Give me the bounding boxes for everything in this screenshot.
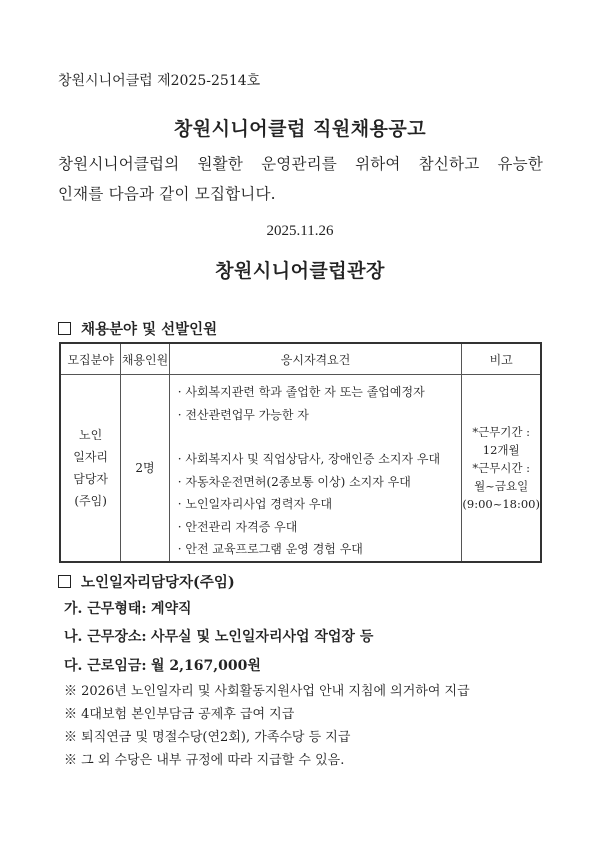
note-line: *근무기간 : — [472, 424, 531, 439]
section-heading-text: 노인일자리담당자(주임) — [81, 574, 235, 591]
preference-item: · 노인일자리사업 경력자 우대 — [177, 497, 333, 511]
preference-item: · 자동차운전면허(2종보통 이상) 소지자 우대 — [177, 474, 411, 489]
header-field: 모집분야 — [60, 343, 121, 375]
page-title: 창원시니어클럽 직원채용공고 — [173, 118, 427, 140]
note-line: 12개월 — [482, 442, 520, 457]
recruitment-table — [59, 342, 542, 563]
header-qualifications: 응시자격요건 — [169, 343, 462, 375]
item-value: 월 2,167,000원 — [151, 658, 261, 674]
checkbox-square-icon — [58, 575, 71, 588]
intro-line-1: 창원시니어클럽의 원활한 운영관리를 위하여 참신하고 유능한 — [58, 155, 543, 173]
note-line: (9:00~18:00) — [462, 496, 540, 511]
preference-item: · 사회복지사 및 직업상담사, 장애인증 소지자 우대 — [177, 452, 441, 466]
note-item: ※ 그 외 수당은 내부 규정에 따라 지급할 수 있음. — [64, 753, 345, 768]
note-item: ※ 2026년 노인일자리 및 사회활동지원사업 안내 지침에 의거하여 지급 — [64, 684, 470, 699]
announcement-date: 2025.11.26 — [266, 223, 334, 239]
cell-qualifications — [169, 375, 462, 562]
checkbox-square-icon — [58, 322, 71, 335]
item-label: 가. 근무형태: — [64, 601, 147, 617]
cell-remarks — [462, 375, 541, 562]
cell-field — [60, 375, 121, 562]
document-number: 창원시니어클럽 제2025-2514호 — [58, 73, 261, 89]
note-line: *근무시간 : — [472, 460, 531, 475]
requirement-item: · 전산관련업무 가능한 자 — [177, 407, 309, 422]
table-row — [60, 375, 541, 562]
intro-line-2: 인재를 다음과 같이 모집합니다. — [58, 185, 276, 203]
item-label: 나. 근무장소: — [64, 629, 147, 645]
note-line: 월~금요일 — [474, 478, 529, 493]
note-item: ※ 4대보험 본인부담금 공제후 급여 지급 — [64, 707, 295, 722]
table-header-row — [60, 343, 541, 375]
signatory: 창원시니어클럽관장 — [215, 260, 385, 282]
item-value: 사무실 및 노인일자리사업 작업장 등 — [151, 629, 374, 645]
section-heading-recruitment — [58, 318, 217, 339]
wage — [64, 655, 261, 675]
requirement-item: · 사회복지관련 학과 졸업한 자 또는 졸업예정자 — [177, 385, 425, 399]
header-count: 채용인원 — [121, 343, 169, 375]
section-heading-position — [58, 571, 235, 592]
employment-type — [64, 598, 192, 618]
item-label: 다. 근로임금: — [64, 658, 147, 674]
cell-count: 2명 — [121, 375, 169, 562]
field-line: (주임) — [74, 493, 107, 508]
section-heading-text: 채용분야 및 선발인원 — [81, 321, 218, 338]
spacer — [178, 426, 462, 448]
note-item: ※ 퇴직연금 및 명절수당(연2회), 가족수당 등 지급 — [64, 730, 351, 745]
preference-item: · 안전 교육프로그램 운영 경험 우대 — [177, 542, 363, 556]
field-line: 일자리 — [73, 449, 109, 464]
field-line: 담당자 — [73, 471, 109, 486]
preference-item: · 안전관리 자격증 우대 — [177, 519, 298, 534]
header-remarks: 비고 — [462, 343, 541, 375]
work-location — [64, 626, 373, 646]
item-value: 계약직 — [151, 601, 192, 617]
field-line: 노인 — [79, 427, 103, 442]
